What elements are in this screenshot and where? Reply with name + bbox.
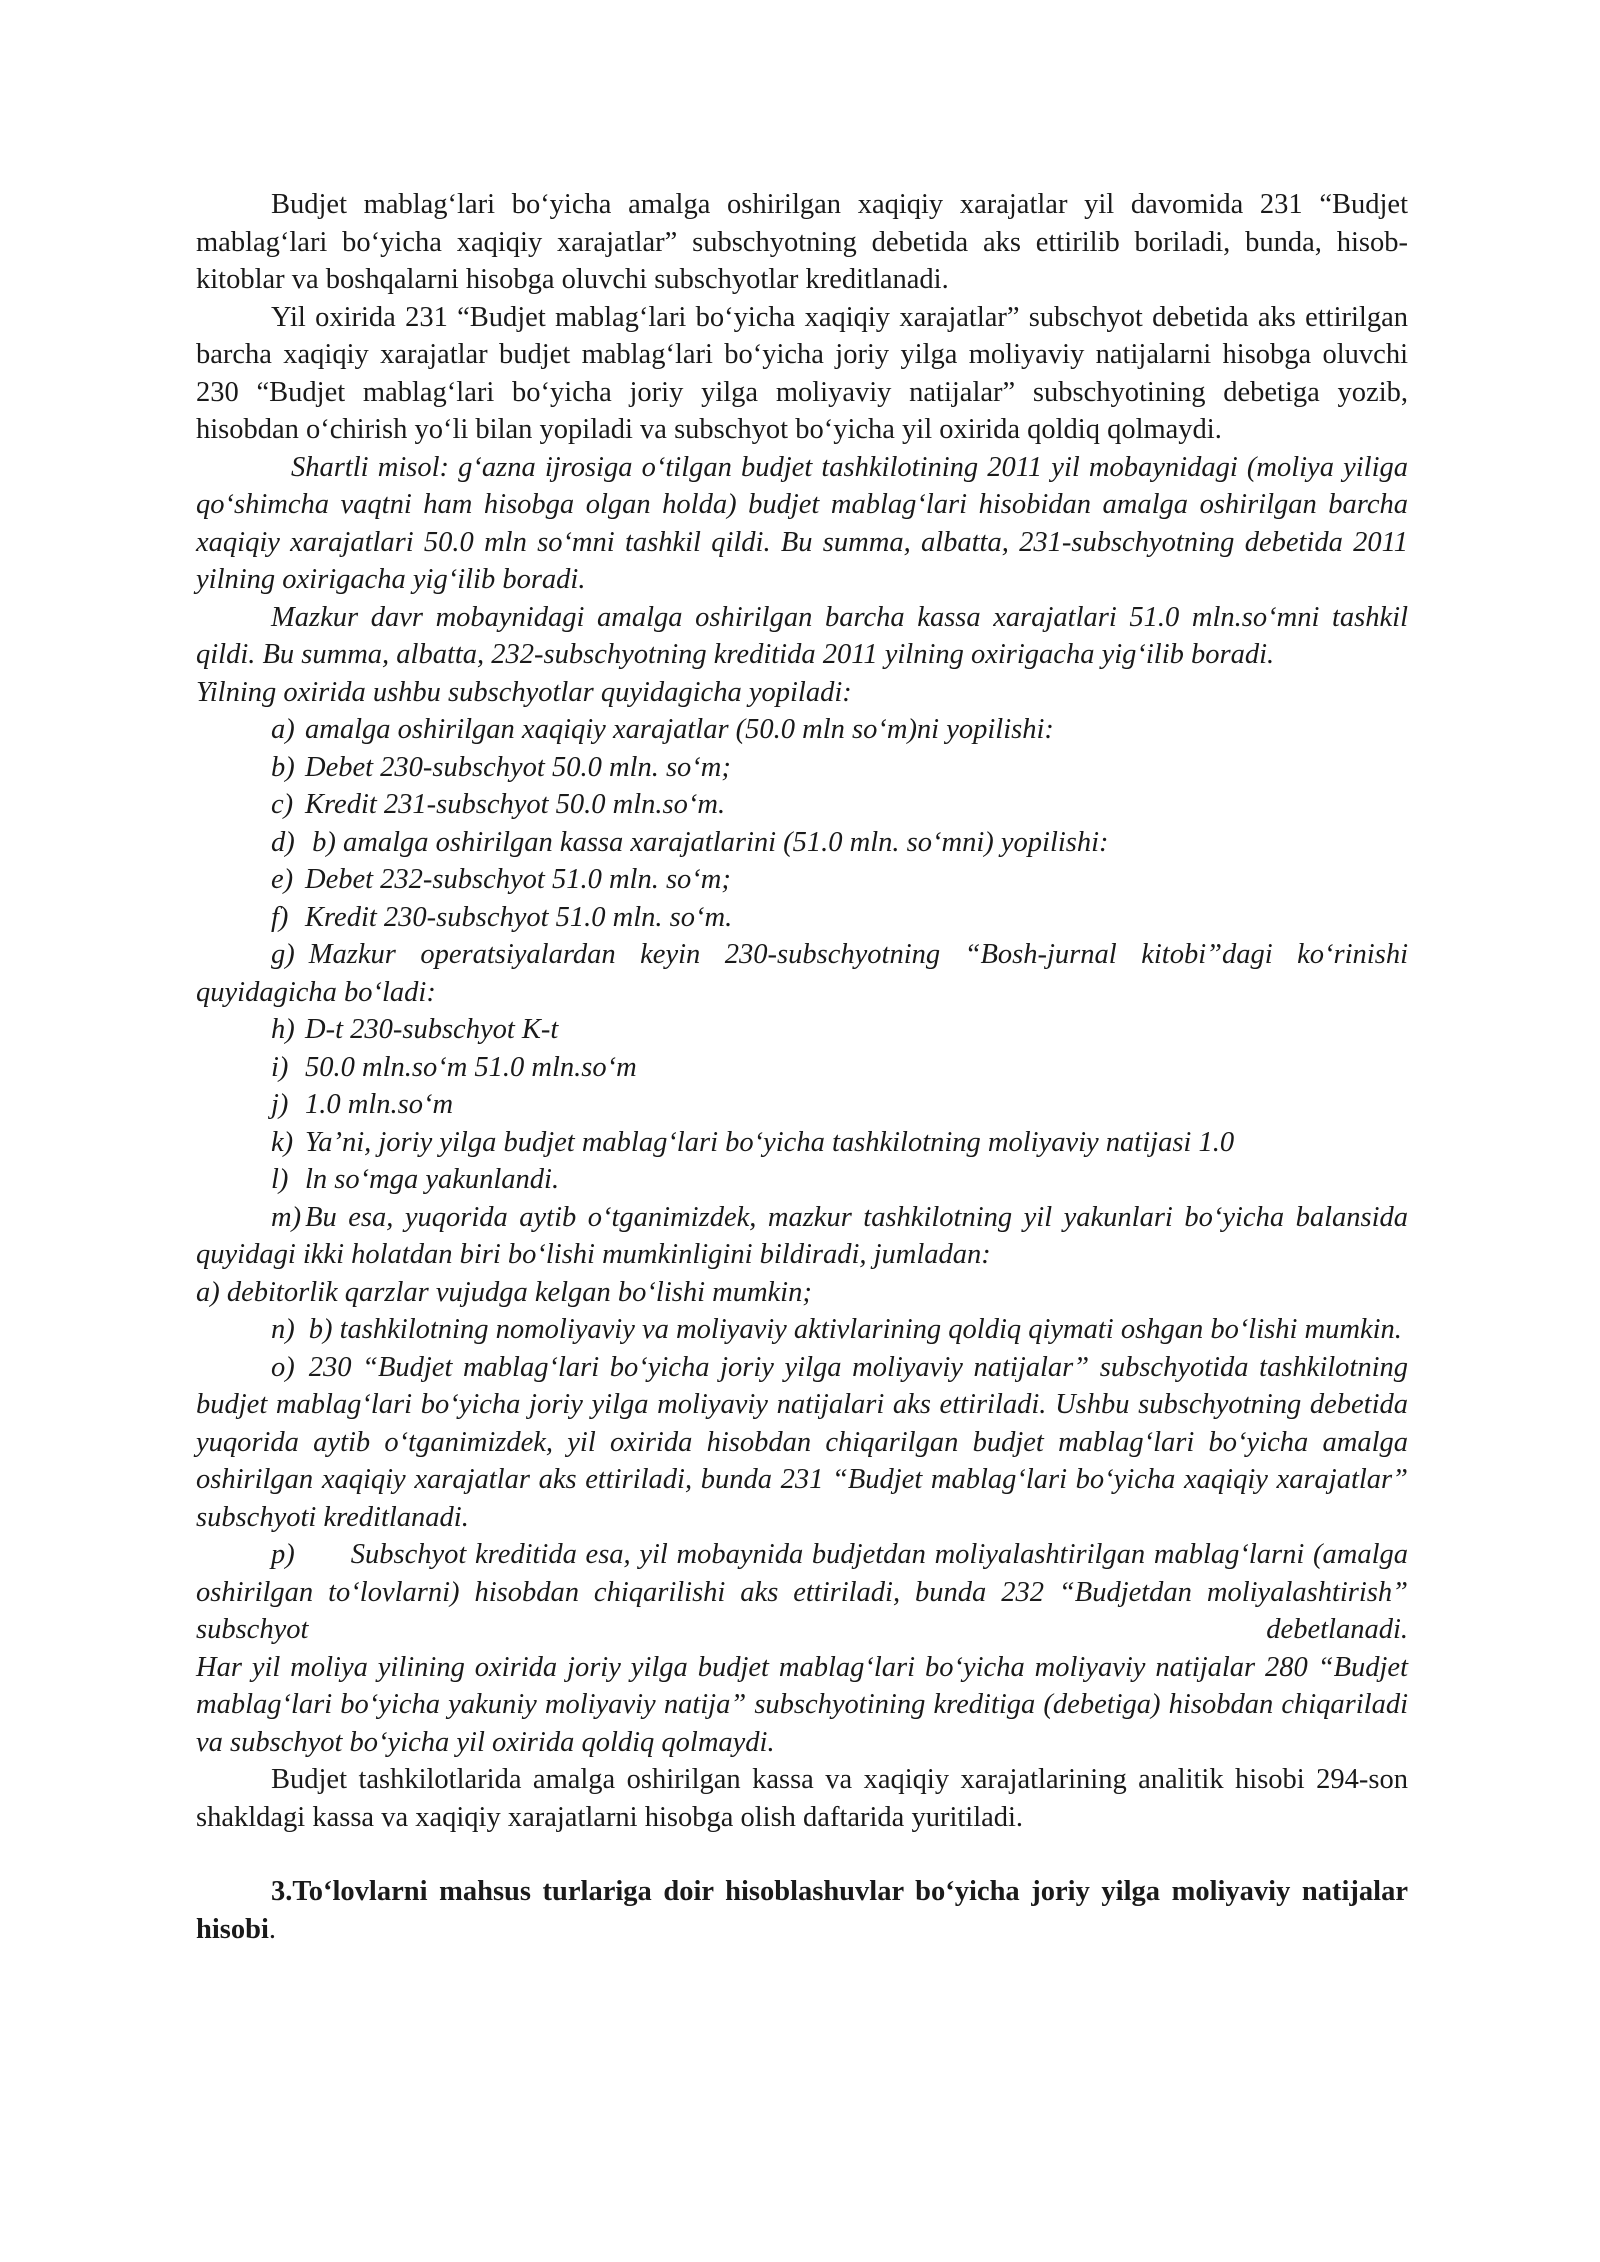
list-item: [196, 1536, 1408, 1649]
list-marker: p): [271, 1539, 295, 1570]
list-item: [196, 1161, 1408, 1199]
list-text: Subschyot kreditida esa, yil mobaynida budjetdan moliyalashtirilgan mablag‘larni (amalga oshirilgan to‘lovlarni) hisobdan chiqarilishi aks ettiriladi, bunda 232 “Budjetdan moliyalashtirish” subschyot debetlanadi.: [196, 1539, 1408, 1645]
list-marker: l): [271, 1164, 289, 1195]
section-heading-text: 3.To‘lovlarni mahsus turlariga doir hisoblashuvlar bo‘yicha joriy yilga moliyaviy natijalar hisobi: [196, 1876, 1408, 1945]
list-text: Kredit 230-subschyot 51.0 mln. so‘m.: [305, 901, 733, 933]
section-heading: [196, 1873, 1408, 1948]
list-text: b) tashkilotning nomoliyaviy va moliyaviy aktivlarining qoldiq qiymati oshgan bo‘lishi mumkin.: [308, 1314, 1402, 1345]
section-heading-end: .: [268, 1913, 277, 1945]
list-item: [196, 749, 1408, 787]
list-item: [196, 1086, 1408, 1124]
paragraph-example: Shartli misol: g‘azna ijrosiga o‘tilgan budjet tashkilotining 2011 yil mobaynidagi (moliya yiliga qo‘shimcha vaqtni ham hisobga olgan holda) budjet mablag‘lari hisobidan amalga oshirilgan barcha xaqiqiy xarajatlari 50.0 mln so‘mni tashkil qildi. Bu summa, albatta, 231-subschyotning debetida 2011 yilning oxirigacha yig‘ilib boradi.: [196, 451, 1408, 595]
list-text: Debet 230-subschyot 50.0 mln. so‘m;: [305, 751, 731, 783]
list-marker: h): [271, 1014, 295, 1045]
list-item: [196, 1011, 1408, 1049]
list-text: 1.0 mln.so‘m: [305, 1089, 454, 1120]
list-item: [196, 786, 1408, 824]
list-item: [196, 1199, 1408, 1274]
list-marker: d): [271, 826, 295, 858]
paragraph-analytic: Budjet tashkilotlarida amalga oshirilgan kassa va xaqiqiy xarajatlarining analitik hisobi 294-son shakldagi kassa va xaqiqiy xarajatlarni hisobga olish daftarida yuritiladi.: [196, 1764, 1408, 1833]
list-item: [196, 1049, 1408, 1087]
list-text: Ya’ni, joriy yilga budjet mablag‘lari bo‘yicha tashkilotning moliyaviy natijasi 1.0: [305, 1126, 1235, 1158]
list-marker: j): [271, 1089, 289, 1120]
list-text: Mazkur operatsiyalardan keyin 230-subschyotning “Bosh-jurnal kitobi”dagi ko‘rinishi quyidagicha bo‘ladi:: [196, 939, 1408, 1008]
list-item: [196, 861, 1408, 899]
list-text: b) amalga oshirilgan kassa xarajatlarini (51.0 mln. so‘mni) yopilishi:: [305, 826, 1109, 858]
list-marker: m): [271, 1201, 302, 1233]
list-marker: c): [271, 789, 294, 820]
list-item: [196, 936, 1408, 1011]
paragraph-cash-expenses: Mazkur davr mobaynidagi amalga oshirilgan barcha kassa xarajatlari 51.0 mln.so‘mni tashkil qildi. Bu summa, albatta, 232-subschyotning kreditida 2011 yilning oxirigacha yig‘ilib boradi.: [196, 601, 1408, 670]
list-item: [196, 824, 1408, 862]
list-marker: a): [271, 714, 295, 745]
paragraph-2: Yil oxirida 231 “Budjet mablag‘lari bo‘yicha xaqiqiy xarajatlar” subschyot debetida aks ettirilgan barcha xaqiqiy xarajatlar budjet mablag‘lari bo‘yicha joriy yilga moliyaviy natijalarni hisobga oluvchi 230 “Budjet mablag‘lari bo‘yicha joriy yilga moliyaviy natijalar” subschyotining debetiga yozib, hisobdan o‘chirish yo‘li bilan yopiladi va subschyot bo‘yicha yil oxirida qoldiq qolmaydi.: [196, 301, 1408, 445]
list-text: 50.0 mln.so‘m 51.0 mln.so‘m: [305, 1051, 637, 1083]
list-marker: i): [271, 1051, 289, 1083]
list-text: D-t 230-subschyot K-t: [305, 1014, 559, 1045]
spacer: [196, 1836, 1408, 1873]
list-marker: f): [271, 901, 289, 933]
list-marker: g): [271, 939, 295, 970]
list-item: [196, 899, 1408, 937]
document-page: [196, 186, 1408, 1948]
list-text: Bu esa, yuqorida aytib o‘tganimizdek, mazkur tashkilotning yil yakunlari bo‘yicha balansida quyidagi ikki holatdan biri bo‘lishi mumkinligini bildiradi, jumladan:: [196, 1201, 1408, 1270]
list-marker: k): [271, 1126, 294, 1158]
list-item: [196, 711, 1408, 749]
list-text: 230 “Budjet mablag‘lari bo‘yicha joriy yilga moliyaviy natijalar” subschyotida tashkilotning budjet mablag‘lari bo‘yicha joriy yilga moliyaviy natijalari aks ettiriladi. Ushbu subschyotning debetida yuqorida aytib o‘tganimizdek, yil oxirida hisobdan chiqarilgan budjet mablag‘lari bo‘yicha amalga oshirilgan xaqiqiy xarajatlar aks ettiriladi, bunda 231 “Budjet mablag‘lari bo‘yicha xaqiqiy xarajatlar” subschyoti kreditlanadi.: [196, 1351, 1408, 1533]
list-marker: o): [271, 1351, 295, 1383]
paragraph-1: Budjet mablag‘lari bo‘yicha amalga oshirilgan xaqiqiy xarajatlar yil davomida 231 “Budjet mablag‘lari bo‘yicha xaqiqiy xarajatlar” subschyotning debetida aks ettirilib boriladi, bunda, hisob-kitoblar va boshqalarni hisobga oluvchi subschyotlar kreditlanadi.: [196, 189, 1408, 295]
list-text: Kredit 231-subschyot 50.0 mln.so‘m.: [305, 789, 726, 820]
list-item: [196, 1311, 1408, 1349]
list-text: Debet 232-subschyot 51.0 mln. so‘m;: [305, 864, 731, 895]
list-item: [196, 1349, 1408, 1537]
paragraph-closing-intro: Yilning oxirida ushbu subschyotlar quyidagicha yopiladi:: [196, 676, 852, 708]
list-item: [196, 1124, 1408, 1162]
list-continuation: a) debitorlik qarzlar vujudga kelgan bo‘lishi mumkin;: [196, 1276, 812, 1308]
list-text: ln so‘mga yakunlandi.: [305, 1164, 560, 1195]
list-continuation: Har yil moliya yilining oxirida joriy yilga budjet mablag‘lari bo‘yicha moliyaviy natijalar 280 “Budjet mablag‘lari bo‘yicha yakuniy moliyaviy natija” subschyotining kreditiga (debetiga) hisobdan chiqariladi va subschyot bo‘yicha yil oxirida qoldiq qolmaydi.: [196, 1651, 1408, 1758]
list-marker: e): [271, 864, 294, 895]
list-marker: n): [271, 1314, 295, 1345]
list-text: amalga oshirilgan xaqiqiy xarajatlar (50.0 mln so‘m)ni yopilishi:: [305, 714, 1054, 745]
list-marker: b): [271, 751, 295, 783]
